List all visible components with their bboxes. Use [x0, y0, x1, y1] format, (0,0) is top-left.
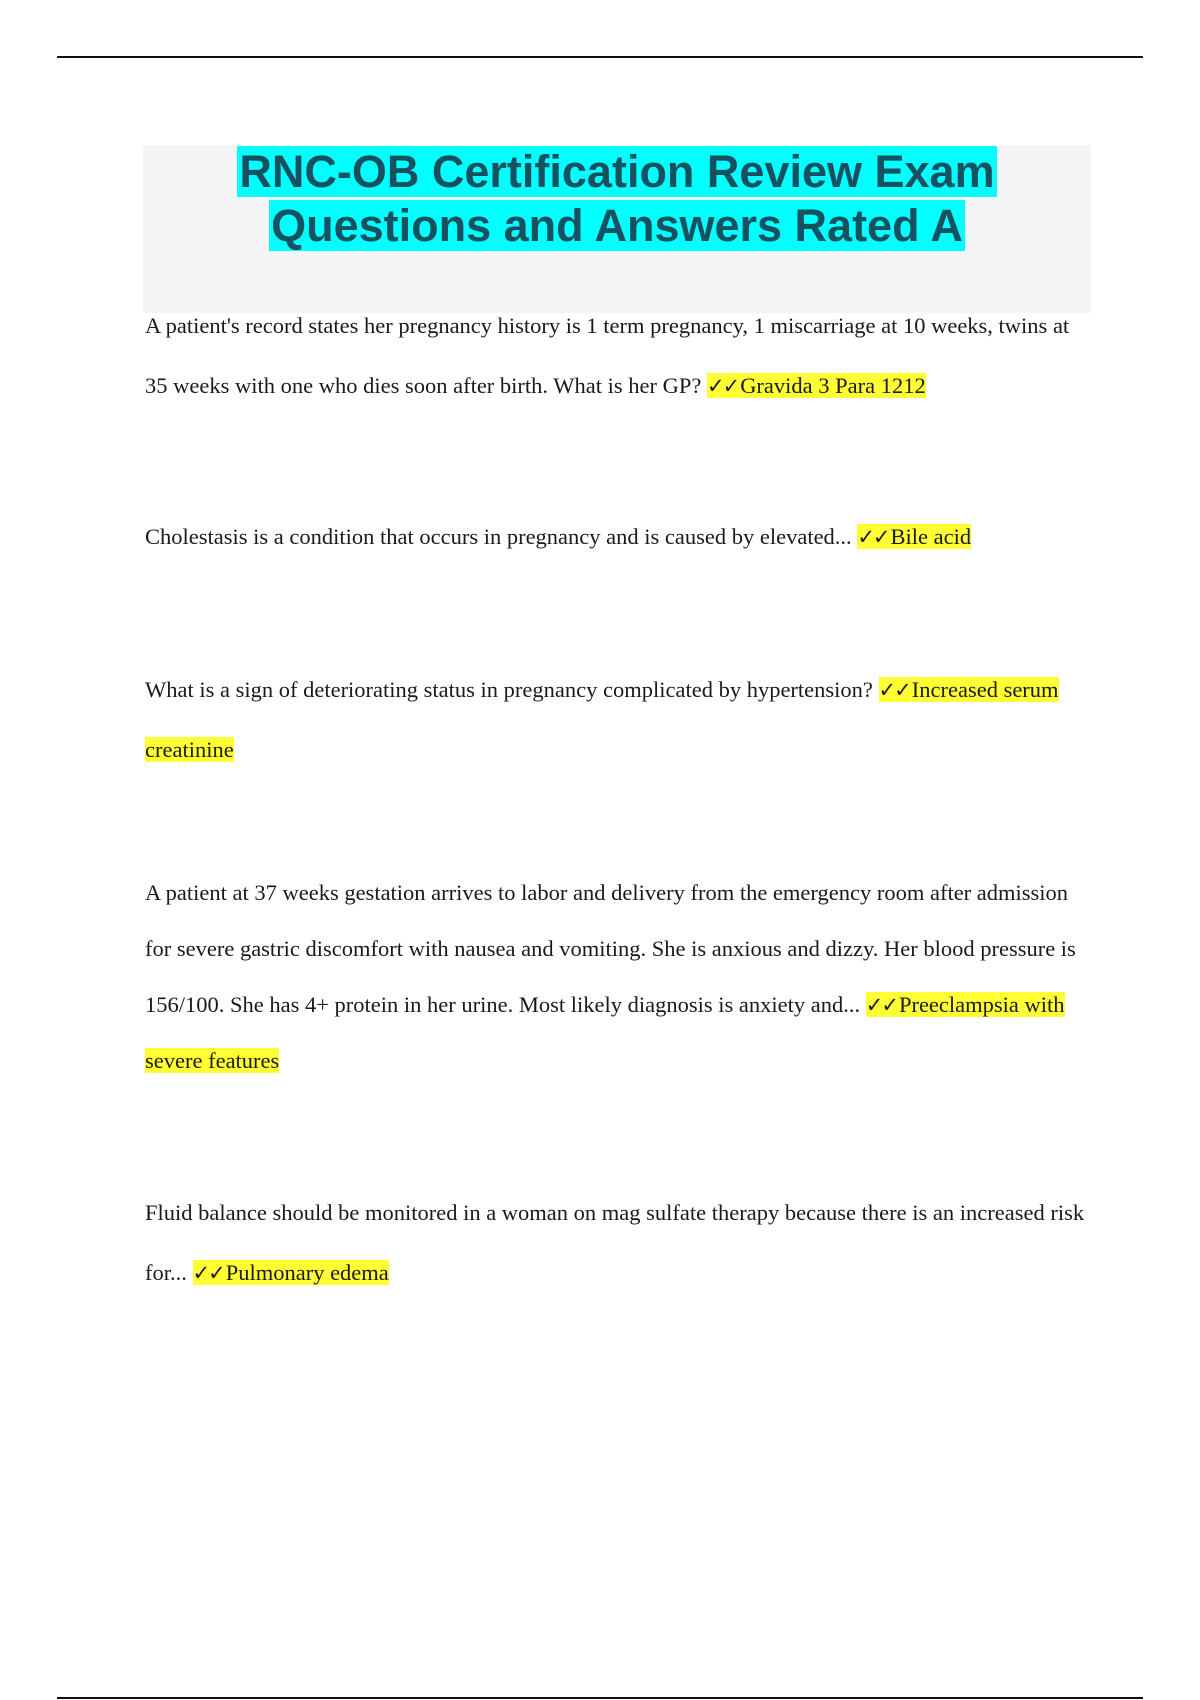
check-icon: ✓✓: [706, 374, 739, 398]
qa-item: [145, 296, 1090, 416]
answer-highlight: [193, 1260, 389, 1285]
header-rule: [57, 56, 1143, 58]
qa-item: [145, 1183, 1090, 1303]
title-line-1: RNC-OB Certification Review Exam: [239, 146, 995, 197]
check-icon: ✓✓: [865, 993, 897, 1017]
document-title: [143, 145, 1091, 253]
title-box: [143, 145, 1091, 313]
question-text: Cholestasis is a condition that occurs in pregnancy and is caused by elevated...: [145, 524, 852, 549]
check-icon: ✓✓: [857, 525, 889, 549]
answer-text: Bile acid: [890, 524, 972, 549]
qa-item: [145, 865, 1090, 1089]
footer-rule: [57, 1697, 1143, 1699]
answer-text: Increased serum creatinine: [145, 677, 1059, 762]
question-text: Fluid balance should be monitored in a woman on mag sulfate therapy because there is an increased risk for...: [145, 1200, 1085, 1285]
answer-highlight: [707, 373, 926, 398]
check-icon: ✓✓: [192, 1261, 224, 1285]
title-line-2: Questions and Answers Rated A: [271, 200, 963, 251]
answer-text: Pulmonary edema: [225, 1260, 389, 1285]
question-text: A patient at 37 weeks gestation arrives to labor and delivery from the emergency room after admission for severe gastric discomfort with nausea and vomiting. She is anxious and dizzy. Her blood pressure is 156/100. She has 4+ protein in her urine. Most likely diagnosis is anxiety and...: [145, 880, 1076, 1017]
answer-text: Gravida 3 Para 1212: [740, 373, 926, 398]
qa-item: [145, 507, 1090, 567]
check-icon: ✓✓: [878, 678, 910, 702]
qa-item: [145, 660, 1090, 780]
answer-highlight: [857, 524, 971, 549]
question-text: A patient's record states her pregnancy history is 1 term pregnancy, 1 miscarriage at 10 weeks, twins at 35 weeks with one who dies soon after birth. What is her GP?: [145, 313, 1070, 398]
answer-text: Preeclampsia with severe features: [145, 992, 1065, 1073]
question-text: What is a sign of deteriorating status in pregnancy complicated by hypertension?: [145, 677, 873, 702]
